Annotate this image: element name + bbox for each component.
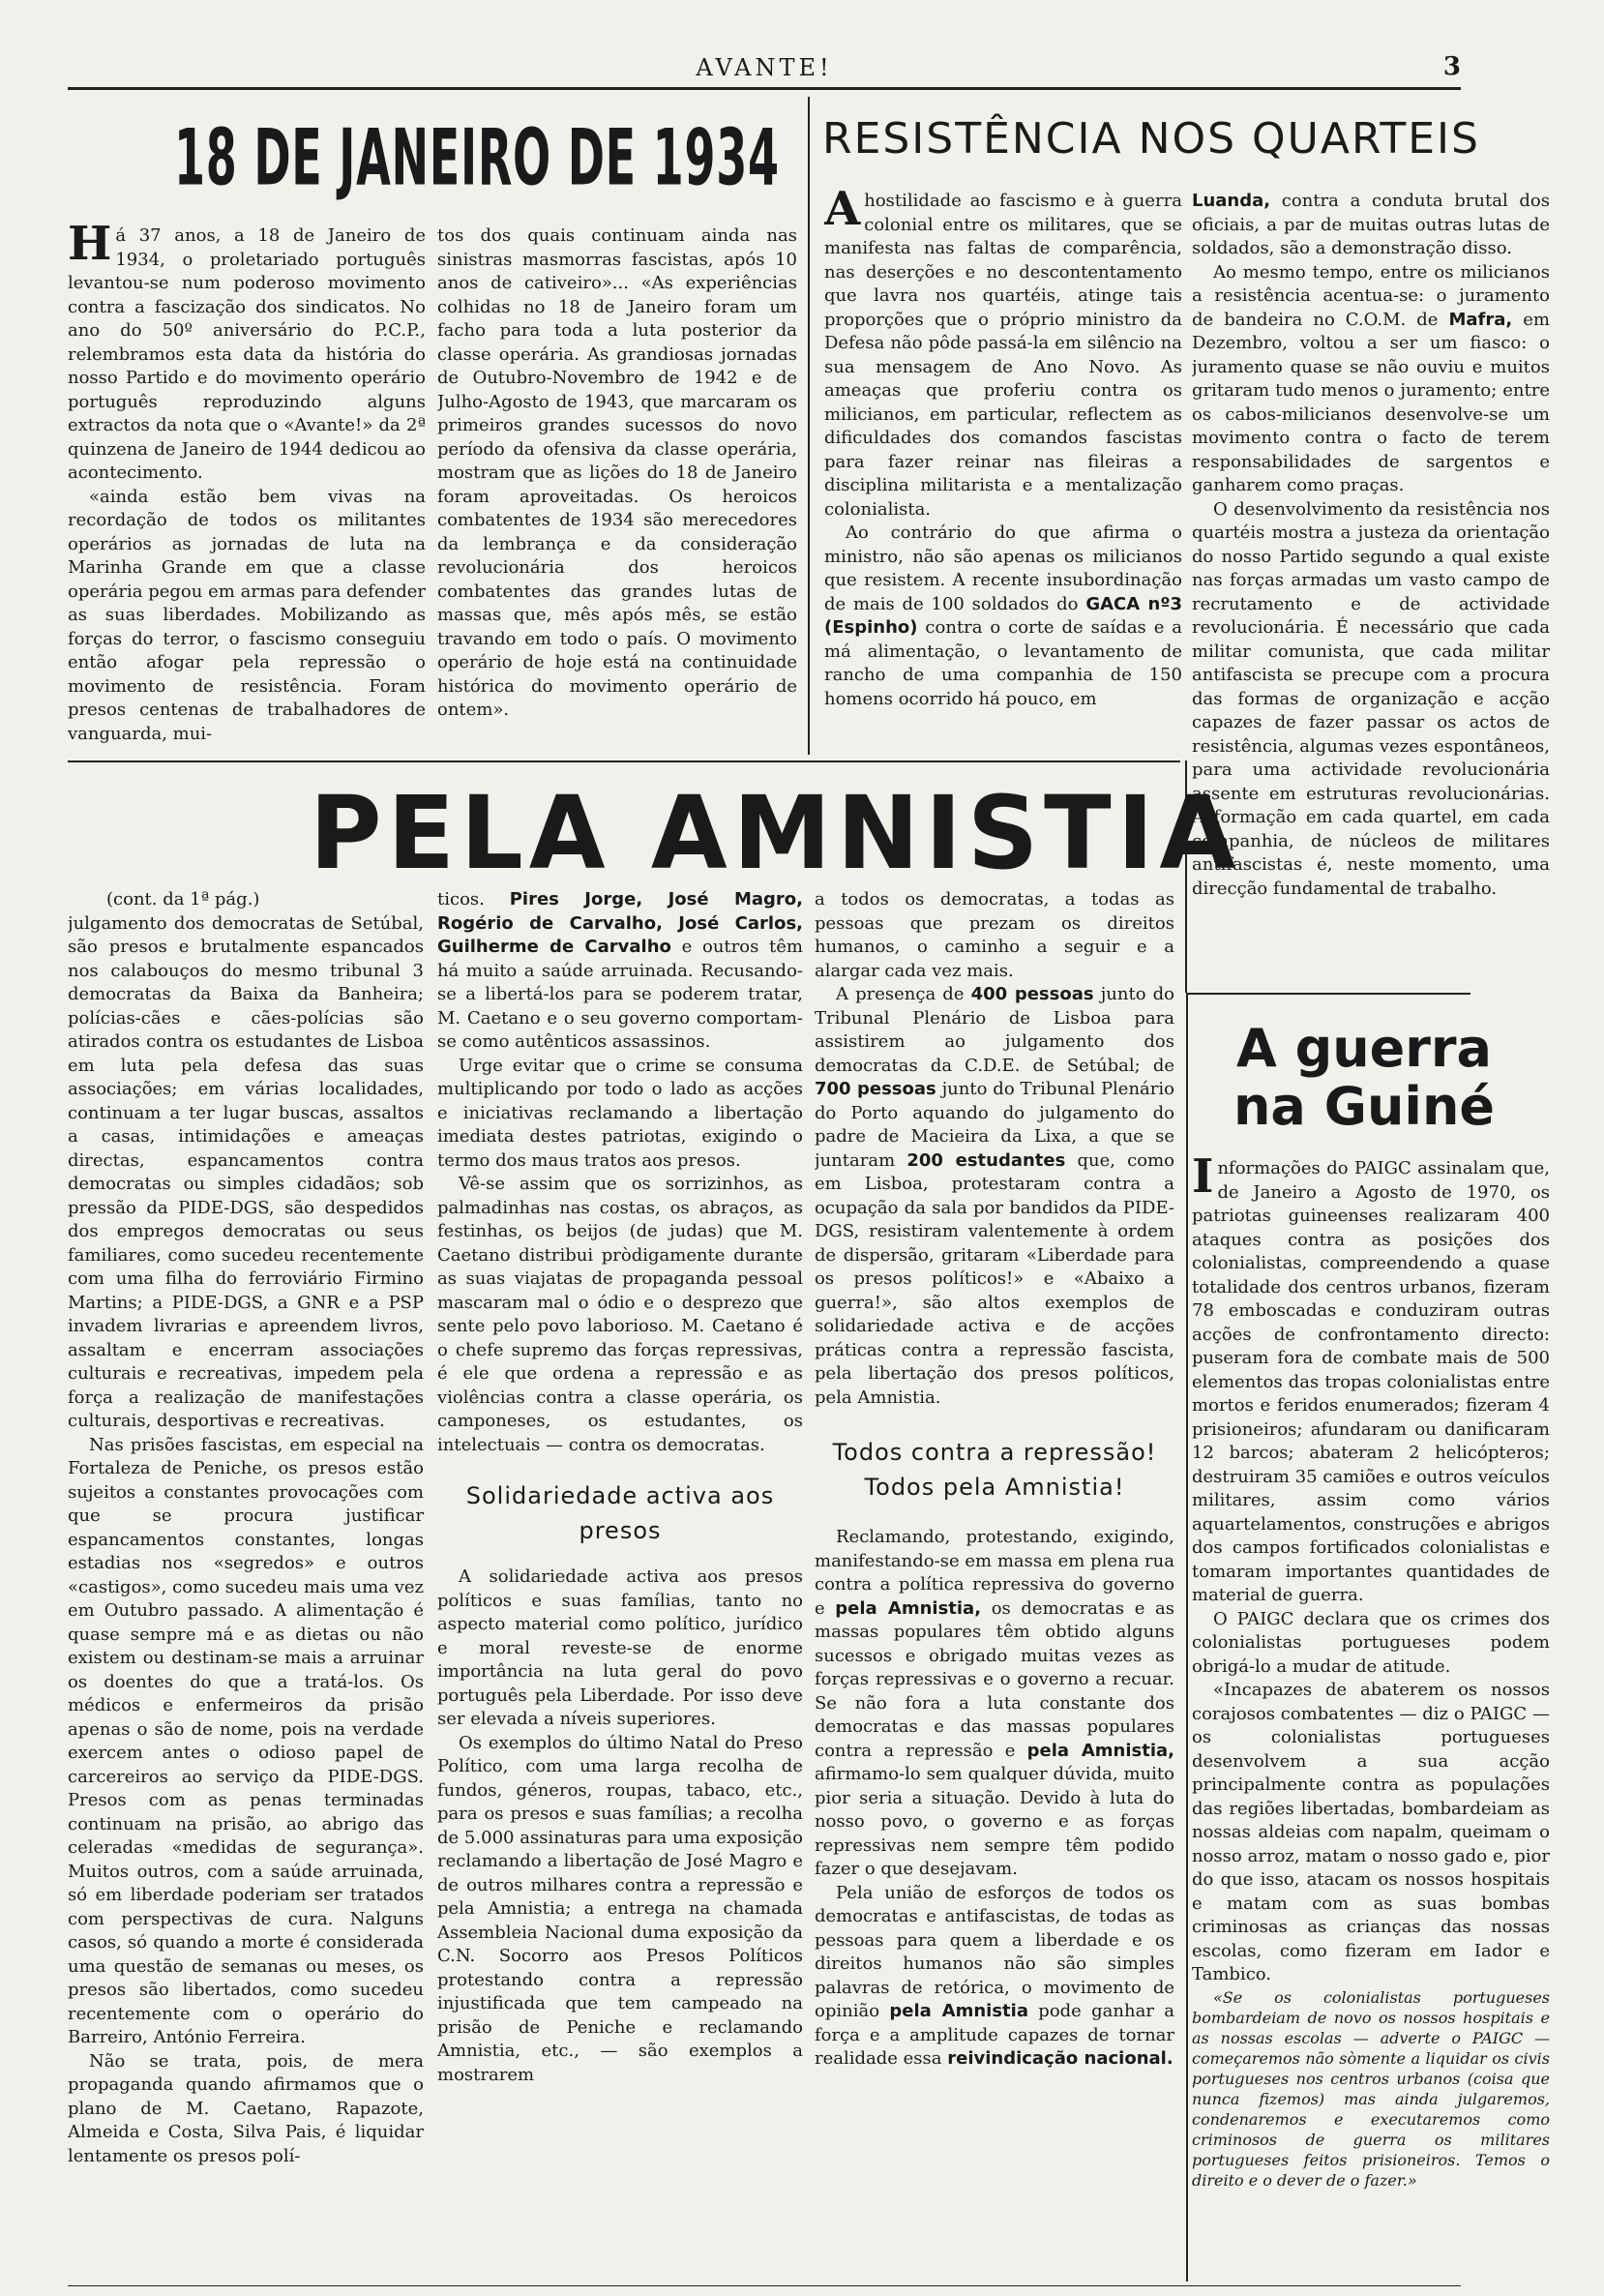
- article1-headline: 18 DE JANEIRO DE 1934: [174, 114, 780, 204]
- article2-dropcap: A: [824, 190, 861, 236]
- article3-col2-a-post: e outros têm há muito a saúde arruinada. Recusando-se a libertá-los para se poderem tratar, M. Caetano e o seu governo comportam-se como autênticos assassinos.: [437, 937, 803, 1052]
- article4-para3: «Incapazes de abaterem os nossos corajosos combatentes — diz o PAIGC — os colonialistas portugueses desenvolvem a sua acção principalmente contra as populações das regiões libertadas, bombardeiam as nossas aldeias com napalm, queimam o nosso arroz, matam o nosso gado e, pior do que isso, atacam os nossos hospitais e matam com as suas bombas criminosas as crianças das nossas escolas, como fizeram em Iador e Tambico.: [1192, 1680, 1550, 1984]
- bottom-rule: [68, 2285, 1461, 2286]
- newspaper-title: AVANTE!: [696, 54, 833, 81]
- article1-col1b-text: «ainda estão bem vivas na recordação de todos os militantes operários as jornadas de luta na Marinha Grande em que a classe operária pegou em armas para defender as suas liberdades. Mobilizando as forças do terror, o fascismo conseguiu então afogar pela repressão o movimento de resistência. Foram presos centenas de trabalhadores de vanguarda, mui-: [68, 486, 426, 744]
- page-number: 3: [1442, 52, 1461, 81]
- article2-col1b-bold: GACA nº3 (Espinho): [824, 593, 1182, 638]
- article3-col3-b-post: que, como em Lisboa, protestaram contra a ocupação da sala por bandidos da PIDE-DGS, resistiram valentemente à ordem de dispersão, gritaram «Liberdade para os presos políticos!» e «Abaixo a guerra!», são altos exemplos de solidariedade activa e de acções práticas contra a repressão fascista, pela libertação dos presos políticos, pela Amnistia.: [815, 1149, 1174, 1408]
- article2-col2-a: contra a conduta brutal dos oficiais, a par de muitas outras lutas de soldados, são a demonstração disso.: [1192, 191, 1550, 258]
- article3-col2-a-pre: ticos.: [437, 889, 510, 909]
- article3-col3-d-bold1: pela Amnistia: [889, 2001, 1028, 2021]
- article2-col2-bold1: Luanda,: [1192, 191, 1271, 211]
- article3-col3-c-mid: os democratas e as massas populares têm obtido alguns sucessos e obrigado muitas vezes as forças repressivas e o governo a recuar. Se não fora a luta constante dos democratas e das massas populares contra a repressão e: [815, 1597, 1174, 1761]
- article2-col2-c: O desenvolvimento da resistência nos quartéis mostra a justeza da orientação do nosso Partido segundo a qual existe nas forças armadas um vasto campo de recrutamento e de actividade revolucionária. É necessário que cada militar comunista, que cada militar antifascista se precupe com a procura das formas de organização e acção capazes de fazer passar os actos de resistência, algumas vezes espontâneos, para uma actividade revolucionária assente em estruturas revolucionárias. A formação em cada quartel, em cada companhia, de núcleos de militares antifascistas é, neste momento, uma direcção fundamental de trabalho.: [1192, 498, 1550, 899]
- article1-column-2: [437, 224, 797, 747]
- article3-col1-d: Não se trata, pois, de mera propaganda quando afirmamos que o plano de M. Caetano, Rapazote, Almeida e Costa, Silva Pais, é liquidar lentamente os presos polí-: [68, 2050, 424, 2166]
- article3-col3-b-bold2: 700 pessoas: [815, 1079, 936, 1099]
- article2-col2-bold2: Mafra,: [1448, 309, 1513, 330]
- article3-column-3: [815, 888, 1174, 2281]
- article3-cont-note: (cont. da 1ª pág.): [106, 889, 260, 909]
- article3-column-2: [437, 888, 803, 2281]
- article3-subhead-todos: Todos contra a repressão! Todos pela Amnistia!: [832, 1439, 1157, 1501]
- article1-col1-text: á 37 anos, a 18 de Janeiro de 1934, o proletariado português levantou-se num poderoso movimento contra a fascização dos sindicatos. No ano do 50º aniversário do P.C.P., relembramos esta data da história do nosso Partido e do movimento operário português reproduzindo alguns extractos da nota que o «Avante!» da 2ª quinzena de Janeiro de 1944 dedicou ao acontecimento.: [68, 225, 426, 483]
- article4-dropcap: I: [1192, 1157, 1214, 1204]
- article3-col3-c-bold2: pela Amnistia,: [1026, 1740, 1174, 1761]
- article4-headline: A guerra na Guiné: [1233, 1018, 1496, 1137]
- article2-col2-b-post: em Dezembro, voltou a ser um fiasco: o juramento quase se não ouviu e muitos gritaram tudo menos o juramento; entre os cabos-milicianos desenvolve-se um movimento contra o facto de terem responsabilidades de sargentos e ganharem como praças.: [1192, 309, 1550, 495]
- running-head: [68, 52, 1461, 90]
- article1-col2-text: tos dos quais continuam ainda nas sinistras masmorras fascistas, após 10 anos de cativeiro»... «As experiências colhidas no 18 de Janeiro foram um facho para toda a luta posterior da classe operária. As grandiosas jornadas de Outubro-Novembro de 1942 e de Julho-Agosto de 1943, que marcaram os primeiros grandes sucessos do novo período da ofensiva da classe operária, mostram que as lições do 18 de Janeiro foram aproveitadas. Os heroicos combatentes de 1934 são merecedores da lembrança e da consideração revolucionária dos heroicos combatentes das grandes lutas de massas que, mês após mês, se estão travando em todo o país. O movimento operário de hoje está na continuidade histórica do movimento operário de ontem».: [437, 225, 797, 720]
- article2-headline: RESISTÊNCIA NOS QUARTEIS: [822, 114, 1480, 164]
- article3-headline: PELA AMNISTIA: [309, 774, 1242, 892]
- article3-col3-b-mid2: junto do Tribunal Plenário do Porto aquando do julgamento do padre de Macieira da Lixa, a que se juntaram: [815, 1079, 1174, 1171]
- article3-col1-b: julgamento dos democratas de Setúbal, são presos e brutalmente espancados nos calabouços do mesmo tribunal 3 democratas da Baixa da Banheira; polícias-cães e cães-polícias são atirados contra os estudantes de Lisboa em luta pela defesa das suas associações; em várias localidades, continuam a ter lugar buscas, assaltos a casas, intimidações e ameaças directas, espancamentos contra democratas ou simples cidadãos; sob pressão da PIDE-DGS, são despedidos dos empregos democratas ou seus familiares, como sucedeu recentemente com uma filha do ferroviário Firmino Martins; a PIDE-DGS, a GNR e a PSP invadem livrarias e apreendem livros, assaltam e encerram associações culturais e recreativas, impedem pela força a realização de manifestações culturais, desportivas e recreativas.: [68, 912, 424, 1431]
- section-divider: [68, 760, 1180, 762]
- article3-col3-c-pre: Reclamando, protestando, exigindo, manifestando-se em massa em plena rua contra a política repressiva do governo e: [815, 1527, 1174, 1619]
- article3-col3-d-mid: pode ganhar a força e a amplitude capazes de tornar realidade essa: [815, 2001, 1174, 2069]
- article3-col3-b-bold1: 400 pessoas: [970, 984, 1094, 1004]
- article3-col3-d-bold2: reivindicação nacional.: [947, 2048, 1173, 2069]
- article2-column-2: [1192, 190, 1550, 983]
- article3-col2-d: A solidariedade activa aos presos políticos e suas famílias, tanto no aspecto material como político, jurídico e moral reveste-se de enorme importância na luta geral do povo português pela Liberdade. Por isso deve ser elevada a níveis superiores.: [437, 1566, 803, 1729]
- article3-col3-b-pre: A presença de: [836, 984, 971, 1004]
- article3-col3-b-bold3: 200 estudantes: [906, 1149, 1066, 1171]
- article3-col3-b-mid1: junto do Tribunal Plenário de Lisboa para assistirem ao julgamento dos democratas da C.D.E. de Setúbal; de: [815, 984, 1174, 1076]
- article3-col1-c: Nas prisões fascistas, em especial na Fortaleza de Peniche, os presos estão sujeitos a constantes provocações com que se procura justificar espancamentos constantes, longas estadias nos «segredos» e outros «castigos», como sucedeu mais uma vez em Outubro passado. A alimentação é quase sempre má e as dietas ou não existem ou destinam-se mais a arruinar os doentes do que a tratá-los. Os médicos e enfermeiros da prisão apenas o são de nome, pois na verdade exercem antes o odioso papel de carcereiros ao serviço da PIDE-DGS. Presos com as penas terminadas continuam na prisão, ao abrigo das celeradas «medidas de segurança». Muitos outros, com a saúde arruinada, só em liberdade poderiam ser tratados com perspectivas de cura. Nalguns casos, só quando a morte é considerada uma questão de semanas ou meses, os presos são libertados, como sucedeu recentemente com o operário do Barreiro, António Ferreira.: [68, 1434, 424, 2047]
- article2-column-1: [824, 190, 1182, 760]
- article4-para2: O PAIGC declara que os crimes dos colonialistas portugueses podem obrigá-lo a mudar de atitude.: [1192, 1608, 1550, 1677]
- article3-col3-d-pre: Pela união de esforços de todos os democratas e antifascistas, de todas as pessoas para quem a liberdade e os direitos humanos não são simples palavras de retórica, o movimento de opinião: [815, 1882, 1174, 2021]
- article1-column-1: [68, 224, 426, 747]
- article2-col1b-text: Ao contrário do que afirma o ministro, não são apenas os milicianos que resistem. A recente insubordinação de mais de 100 soldados do: [824, 522, 1182, 614]
- article4-column: [1192, 1157, 1550, 2280]
- article3-col2-a-bold: Pires Jorge, José Magro, Rogério de Carvalho, José Carlos, Guilherme de Carvalho: [437, 889, 803, 957]
- article1-dropcap: H: [68, 224, 112, 271]
- article3-column-1: [68, 888, 424, 2281]
- article3-col3-a: a todos os democratas, a todas as pessoas que prezam os direitos humanos, o caminho a seguir e a alargar cada vez mais.: [815, 889, 1174, 981]
- column-divider: [808, 97, 810, 755]
- article3-subhead-solidariedade: Solidariedade activa aos presos: [465, 1482, 775, 1544]
- article2-col1b-post: contra o corte de saídas e a má alimentação, o levantamento de rancho de uma companhia de 150 homens ocorrido há pouco, em: [824, 617, 1182, 709]
- article3-col3-c-bold1: pela Amnistia,: [835, 1597, 982, 1619]
- article3-col3-c-post: afirmamo-lo sem qualquer dúvida, muito pior seria a situação. Devido à luta do nosso povo, o governo e as forças repressivas nem sempre têm podido fazer o que desejavam.: [815, 1764, 1174, 1879]
- article3-col2-b: Urge evitar que o crime se consuma multiplicando por todo o lado as acções e iniciativas reclamando a libertação imediata destes patriotas, exigindo o termo dos maus tratos aos presos.: [437, 1055, 803, 1171]
- article3-col2-e: Os exemplos do último Natal do Preso Político, com uma larga recolha de fundos, géneros, roupas, tabaco, etc., para os presos e suas famílias; a recolha de 5.000 assinaturas para uma exposição reclamando a libertação de José Magro e de outros milhares contra a repressão e pela Amnistia; a entrega na chamada Assembleia Nacional duma exposição da C.N. Socorro aos Presos Políticos protestando contra a repressão injustificada que tem campeado na prisão de Peniche e reclamando Amnistia, etc., — são exemplos a mostrarem: [437, 1732, 803, 2085]
- article4-para4: «Se os colonialistas portugueses bombardeiam de novo os nossos hospitais e as nossas escolas — adverte o PAIGC — começaremos não sòmente a liquidar os civis portugueses nos centros urbanos (coisa que nunca fizemos) mas ainda julgaremos, condenaremos e executaremos como criminosos de guerra os militares portugueses feitos prisioneiros. Temos o direito e o dever de o fazer.»: [1192, 1987, 1550, 2190]
- article2-col1-text: hostilidade ao fascismo e à guerra colonial entre os militares, que se manifesta nas faltas de comparência, nas deserções e no descontentamento que lavra nos quartéis, atinge tais proporções que o próprio ministro da Defesa não pôde passá-la em silêncio na sua mensagem de Ano Novo. As ameaças que proferiu contra os milicianos, em particular, reflectem as dificuldades dos comandos fascistas para fazer reinar nas fileiras a disciplina militarista e a mentalização colonialista.: [824, 191, 1182, 520]
- article4-para1: nformações do PAIGC assinalam que, de Janeiro a Agosto de 1970, os patriotas guineenses realizaram 400 ataques contra as posições dos colonialistas, compreendendo a quase totalidade dos centros urbanos, fizeram 78 emboscadas e conduziram outras acções de confrontamento directo: puseram fora de combate mais de 500 elementos das tropas colonialistas entre mortos e feridos enumerados; fizeram 4 prisioneiros; afundaram ou danificaram 12 barcos; abateram 2 helicópteros; destruiram 35 camiões e outros veículos militares, assim como vários aquartelamentos, construções e abrigos dos campos fortificados colonialistas e tomaram importantes quantidades de material de guerra.: [1192, 1158, 1550, 1605]
- article3-col2-c: Vê-se assim que os sorrizinhos, as palmadinhas nas costas, os abraços, as festinhas, os beijos (de judas) que M. Caetano distribui pròdigamente durante as suas viajatas de propaganda pessoal mascaram mal o ódio e o desprezo que sente pelo povo laborioso. M. Caetano é o chefe supremo das forças repressivas, é ele que ordena a repressão e as violências contra a classe operária, os camponeses, os estudantes, os intelectuais — contra os democratas.: [437, 1174, 803, 1455]
- article2-col2-b-pre: Ao mesmo tempo, entre os milicianos a resistência acentua-se: o juramento de bandeira no C.O.M. de: [1192, 261, 1550, 330]
